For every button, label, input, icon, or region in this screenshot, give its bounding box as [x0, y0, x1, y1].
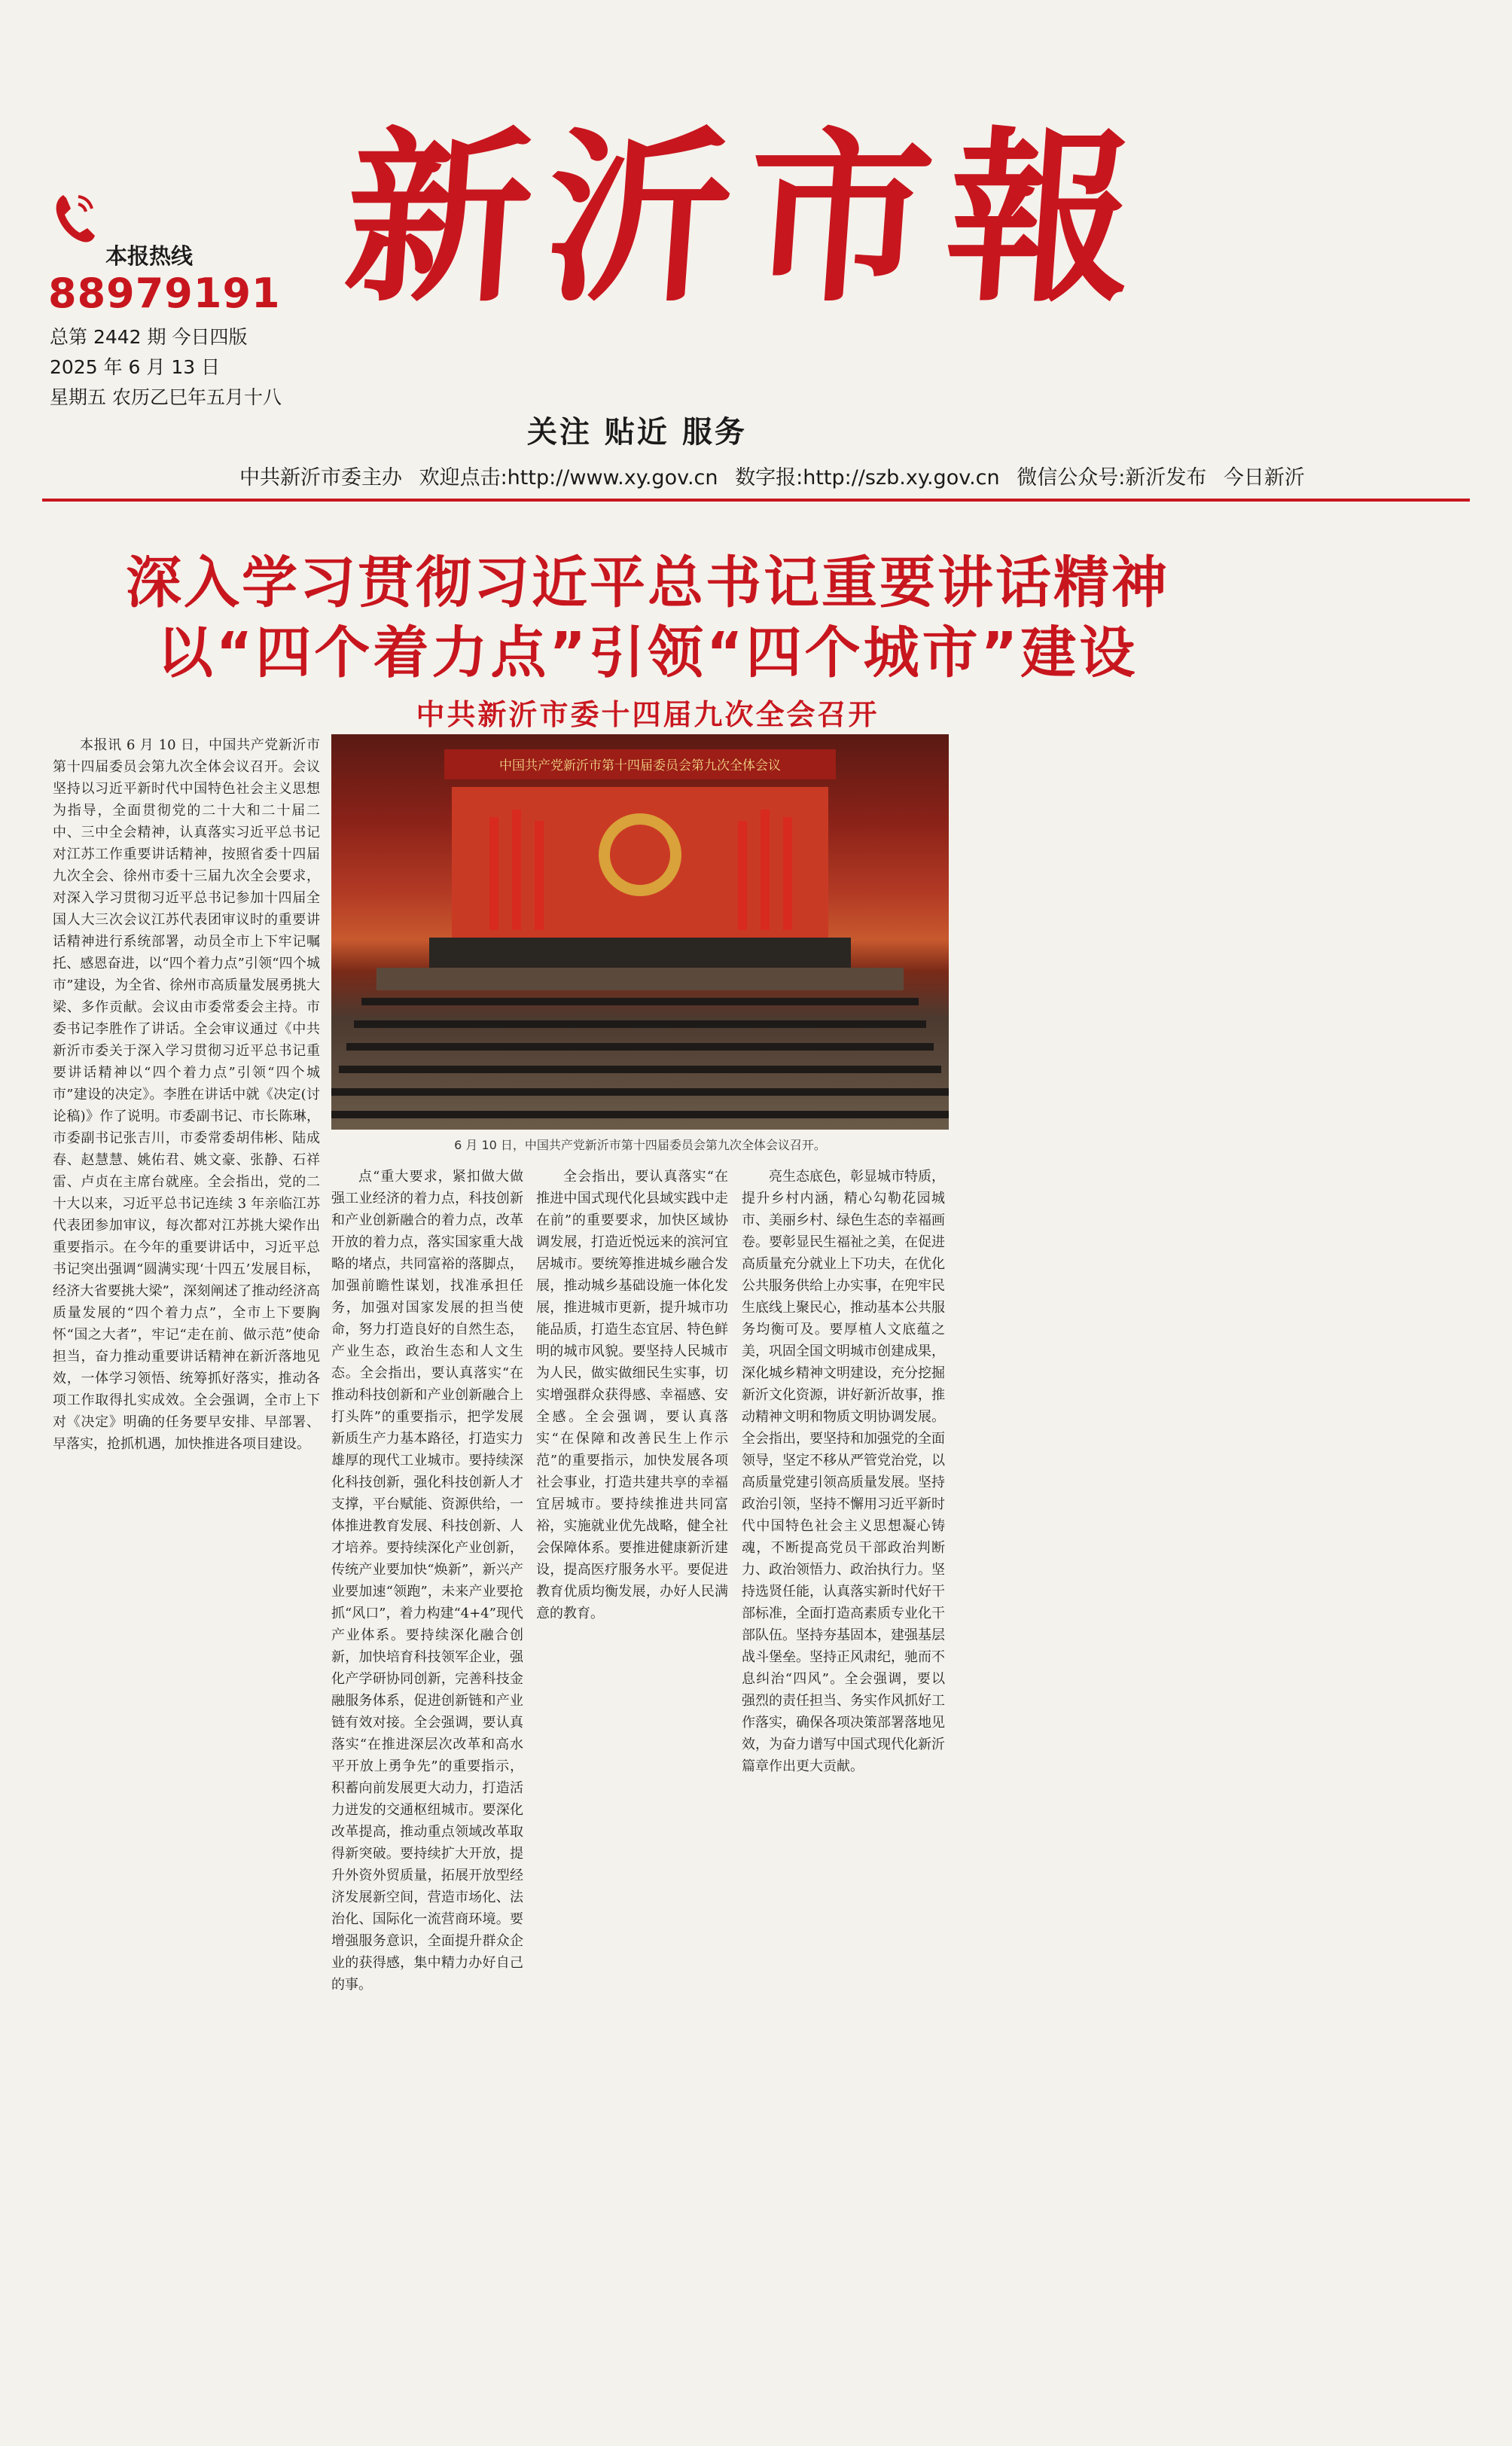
lead-subhead: 中共新沂市委十四届九次全会召开	[416, 697, 879, 731]
hotline-label: 本报热线	[105, 243, 194, 269]
photo-banner-text: 中国共产党新沂市第十四届委员会第九次全体会议	[499, 758, 781, 773]
date-line: 2025 年 6 月 13 日	[50, 356, 221, 378]
slogan: 关注 贴近 服务	[527, 414, 747, 450]
lead-column-3: 全会指出，要认真落实“在推进中国式现代化县域实践中走在前”的重要要求，加快区域协调发展，打造近悦远来的滨河宜居城市。要统筹推进城乡融合发展，推动城乡基础设施一体化发展，推进城市更新，提升城市功能品质，打造生态宜居、特色鲜明的城市风貌。要坚持人民城市为人民，做实做细民生实事，切实增强群众获得感、幸福感、安全感。全会强调，要认真落实“在保障和改善民生上作示范”的重要指示，加快发展各项社会事业，打造共建共享的幸福宜居城市。要持续推进共同富裕，实施就业优先战略，健全社会保障体系。要推进健康新沂建设，提高医疗服务水平。要促进教育优质均衡发展，办好人民满意的教育。	[536, 1169, 728, 1621]
issue-line: 总第 2442 期 今日四版	[50, 326, 248, 348]
lead-column-1: 本报讯 6 月 10 日，中国共产党新沂市第十四届委员会第九次全体会议召开。会议坚持以习近平新时代中国特色社会主义思想为指导，全面贯彻党的二十大和二十届二中、三中全会精神，认真落实习近平总书记对江苏工作重要讲话精神，按照省委十四届九次全会、徐州市委十三届九次全会要求，对深入学习贯彻习近平总书记参加十四届全国人大三次会议江苏代表团审议时的重要讲话精神进行系统部署，动员全市上下牢记嘱托、感恩奋进，以“四个着力点”引领“四个城市”建设，为全省、徐州市高质量发展勇挑大梁、多作贡献。会议由市委常委会主持。市委书记李胜作了讲话。全会审议通过《中共新沂市委关于深入学习贯彻习近平总书记重要讲话精神以“四个着力点”引领“四个城市”建设的决定》。李胜在讲话中就《决定(讨论稿)》作了说明。市委副书记、市长陈琳，市委副书记张吉川，市委常委胡伟彬、陆成春、赵慧慧、姚佑君、姚文豪、张静、石祥雷、卢贞在主席台就座。全会指出，党的二十大以来，习近平总书记连续 3 年亲临江苏代表团参加审议，每次都对江苏挑大梁作出重要指示。在今年的重要讲话中，习近平总书记突出强调“圆满实现‘十四五’发展目标，经济大省要挑大梁”，深刻阐述了推动经济高质量发展的“四个着力点”，全市上下要胸怀“国之大者”，牢记“走在前、做示范”使命担当，奋力推动重要讲话精神在新沂落地见效，一体学习领悟、统筹抓好落实，推动各项工作取得扎实成效。全会强调，全市上下对《决定》明确的任务要早安排、早部署、早落实，抢抓机遇，加快推进各项目建设。	[53, 737, 320, 1452]
photo-caption: 6 月 10 日，中国共产党新沂市第十四届委员会第九次全体会议召开。	[454, 1138, 826, 1152]
lead-column-4: 亮生态底色，彰显城市特质，提升乡村内涵，精心勾勒花园城市、美丽乡村、绿色生态的幸福画卷。要彰显民生福祉之美，在促进高质量充分就业上下功夫，在优化公共服务供给上办实事，在兜牢民生底线上聚民心，推动基本公共服务均衡可及。要厚植人文底蕴之美，巩固全国文明城市创建成果，深化城乡精神文明建设，充分挖掘新沂文化资源，讲好新沂故事，推动精神文明和物质文明协调发展。全会指出，要坚持和加强党的全面领导，坚定不移从严管党治党，以高质量党建引领高质量发展。坚持政治引领，坚持不懈用习近平新时代中国特色社会主义思想凝心铸魂，不断提高党员干部政治判断力、政治领悟力、政治执行力。坚持选贤任能，认真落实新时代好干部标准，全面打造高素质专业化干部队伍。坚持夯基固本，建强基层战斗堡垒。坚持正风肃纪，驰而不息纠治“四风”。全会强调，要以强烈的责任担当、务实作风抓好工作落实，确保各项决策部署落地见效，为奋力谱写中国式现代化新沂篇章作出更大贡献。	[742, 1169, 945, 1774]
lead-headline-2: 以“四个着力点”引领“四个城市”建设	[157, 621, 1139, 685]
sponsor-line: 中共新沂市委主办 欢迎点击:http://www.xy.gov.cn 数字报:http://szb.xy.gov.cn 微信公众号:新沂发布 今日新沂	[239, 466, 1305, 490]
hotline-number: 88979191	[48, 270, 281, 317]
masthead-rule	[42, 499, 1470, 502]
lead-headline-1: 深入学习贯彻习近平总书记重要讲话精神	[126, 551, 1169, 615]
lead-column-2: 点“重大要求，紧扣做大做强工业经济的着力点，科技创新和产业创新融合的着力点，改革开放的着力点，落实国家重大战略的堵点，共同富裕的落脚点，加强前瞻性谋划，找准承担任务，加强对国家发展的担当使命，努力打造良好的自然生态，产业生态，政治生态和人文生态。全会指出，要认真落实“在推动科技创新和产业创新融合上打头阵”的重要指示，把学发展新质生产力基本路径，打造实力雄厚的现代工业城市。要持续深化科技创新，强化科技创新人才支撑，平台赋能、资源供给，一体推进教育发展、科技创新、人才培养。要持续深化产业创新，传统产业要加快“焕新”，新兴产业要加速“领跑”，未来产业要抢抓“风口”，着力构建“4+4”现代产业体系。要持续深化融合创新，加快培育科技领军企业，强化产学研协同创新，完善科技金融服务体系，促进创新链和产业链有效对接。全会强调，要认真落实“在推进深层次改革和高水平开放上勇争先”的重要指示，积蓄向前发展更大动力，打造活力迸发的交通枢纽城市。要深化改革提高，推动重点领域改革取得新突破。要持续扩大开放，提升外资外贸质量，拓展开放型经济发展新空间，营造市场化、法治化、国际化一流营商环境。要增强服务意识，全面提升群众企业的获得感，集中精力办好自己的事。	[331, 1169, 523, 1993]
phone-icon	[53, 192, 98, 245]
weekday-line: 星期五 农历乙巳年五月十八	[50, 386, 282, 408]
newspaper-logo: 新沂市報	[338, 110, 1156, 328]
plenary-session-photo	[331, 734, 949, 1130]
